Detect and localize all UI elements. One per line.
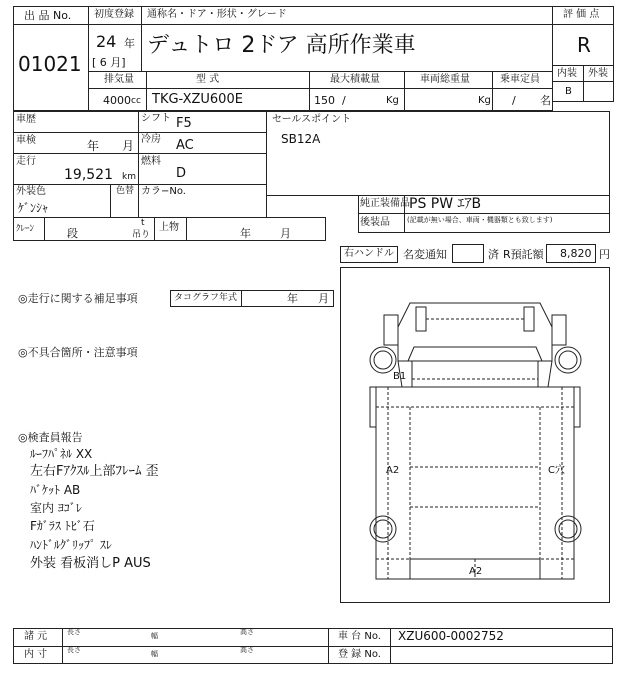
report-line: ﾊﾝﾄﾞﾙｸﾞﾘｯﾌﾟ ｽﾚ bbox=[30, 538, 112, 552]
load-sep: / bbox=[342, 94, 346, 107]
upper-label: 上物 bbox=[159, 222, 179, 233]
dims-label: 諸 元 bbox=[24, 631, 48, 642]
inspection-label: 車検 bbox=[16, 135, 36, 146]
name-change-label: 名変通知 bbox=[403, 248, 447, 261]
eval-label: 評 価 点 bbox=[563, 9, 600, 20]
tacho-month: 月 bbox=[318, 292, 329, 305]
sales-point: SB12A bbox=[281, 132, 321, 146]
crane-ton: t bbox=[141, 218, 145, 228]
dims-height-label: 高さ bbox=[240, 628, 254, 636]
int-length-label: 長さ bbox=[67, 646, 81, 654]
color: ｹﾞﾝｼｬ bbox=[18, 201, 49, 215]
lot-no-label: 出 品 No. bbox=[24, 9, 72, 22]
color-change-label: 色替 bbox=[116, 186, 135, 196]
color-code-label: カラ−No. bbox=[141, 186, 186, 197]
fuel-label: 燃料 bbox=[141, 156, 161, 167]
capacity-sep: / bbox=[512, 94, 516, 107]
mark-a2-bottom: A2 bbox=[469, 566, 483, 577]
truck-diagram bbox=[340, 267, 610, 603]
model: TKG-XZU600E bbox=[152, 92, 243, 107]
interior-dims-label: 内 寸 bbox=[24, 649, 48, 660]
recycle-prefix: 済 bbox=[488, 248, 499, 261]
rhd: 右ハンドル bbox=[344, 248, 394, 259]
int-width-label: 幅 bbox=[151, 650, 158, 658]
ac-label: 冷房 bbox=[141, 134, 161, 145]
load-unit: Kg bbox=[386, 95, 399, 106]
color-label: 外装色 bbox=[16, 186, 46, 197]
upper-month: 月 bbox=[280, 227, 291, 240]
upper-year: 年 bbox=[240, 227, 251, 240]
name-change-box bbox=[452, 244, 484, 263]
gross-unit: Kg bbox=[478, 95, 491, 106]
shift: F5 bbox=[176, 116, 192, 131]
displacement: 4000 bbox=[103, 94, 131, 107]
interior-label: 内装 bbox=[557, 68, 577, 79]
dims-length-label: 長さ bbox=[67, 628, 81, 636]
ac: AC bbox=[176, 138, 194, 153]
crane-label: ｸﾚｰﾝ bbox=[16, 224, 35, 234]
mileage: 19,521 bbox=[64, 167, 113, 183]
first-reg-label: 初度登録 bbox=[94, 9, 134, 20]
exterior-label: 外装 bbox=[588, 68, 608, 79]
reg-no-label: 登 録 No. bbox=[338, 649, 381, 660]
chassis-label: 車 台 No. bbox=[338, 631, 381, 642]
max-load-label: 最大積載量 bbox=[330, 74, 380, 85]
tacho-year: 年 bbox=[287, 292, 298, 305]
model-label: 型 式 bbox=[196, 74, 220, 85]
dims-width-label: 幅 bbox=[151, 632, 158, 640]
recycle-label: R預託額 bbox=[503, 248, 544, 261]
car-name: デュトロ 2ドア 高所作業車 bbox=[147, 33, 416, 58]
eval-score: R bbox=[577, 33, 591, 57]
fuel: D bbox=[176, 166, 187, 181]
mileage-unit: km bbox=[122, 172, 136, 182]
reg-year-unit: 年 bbox=[124, 37, 135, 50]
recycle-amount: 8,820 bbox=[560, 247, 592, 260]
reg-year: 24 bbox=[96, 32, 117, 51]
interior-score: B bbox=[565, 86, 572, 97]
report-line: 室内 ﾖｺﾞﾚ bbox=[30, 501, 82, 515]
sales-point-label: セールスポイント bbox=[272, 114, 352, 125]
max-load: 150 bbox=[314, 94, 335, 107]
capacity-label: 乗車定員 bbox=[500, 74, 540, 85]
inspection-year: 年 bbox=[87, 139, 100, 153]
inspection-month: 月 bbox=[122, 139, 135, 153]
tacho-label: タコグラフ年式 bbox=[174, 293, 238, 303]
mileage-label: 走行 bbox=[16, 156, 36, 167]
info-left bbox=[13, 111, 267, 218]
options-label: 純正装備品 bbox=[360, 198, 410, 209]
mark-c-right: C穴 bbox=[548, 465, 565, 476]
crane-stage: 段 bbox=[67, 227, 78, 240]
shift-label: シフト bbox=[141, 113, 171, 124]
driving-notes-label: ◎走行に関する補足事項 bbox=[18, 292, 138, 305]
car-name-label: 通称名・ドア・形状・グレード bbox=[147, 9, 287, 20]
defects-label: ◎不具合箇所・注意事項 bbox=[18, 346, 138, 359]
report-line: 左右Fｱｸｽﾙ上部ﾌﾚｰﾑ 歪 bbox=[30, 464, 159, 479]
lot-no: 01021 bbox=[18, 52, 82, 76]
aftermarket-note: (記載が無い場合、車両・機器類とも致します) bbox=[407, 216, 553, 224]
report-line: ﾊﾞｹｯﾄ AB bbox=[30, 483, 81, 497]
displacement-label: 排気量 bbox=[104, 74, 134, 85]
capacity-unit: 名 bbox=[540, 94, 551, 107]
history-label: 車歴 bbox=[16, 114, 36, 125]
crane-hang: 吊り bbox=[132, 230, 151, 240]
aftermarket-label: 後装品 bbox=[360, 217, 390, 228]
gross-weight-label: 車両総重量 bbox=[420, 74, 470, 85]
yen: 円 bbox=[599, 248, 610, 261]
options: PS PW ｴｱB bbox=[409, 196, 482, 212]
inspector-label: ◎検査員報告 bbox=[18, 431, 83, 444]
report-line: Fｶﾞﾗｽ ﾄﾋﾞ石 bbox=[30, 519, 95, 533]
report-line: 外装 看板消しP AUS bbox=[30, 556, 151, 571]
displacement-unit: cc bbox=[131, 96, 141, 106]
mark-b1: B1 bbox=[393, 371, 407, 382]
reg-month: [ 6 月] bbox=[92, 56, 126, 69]
mark-a2-left: A2 bbox=[386, 465, 400, 476]
report-line: ﾙｰﾌﾊﾟﾈﾙ XX bbox=[30, 447, 93, 461]
int-height-label: 高さ bbox=[240, 646, 254, 654]
chassis-no: XZU600-0002752 bbox=[398, 629, 504, 643]
